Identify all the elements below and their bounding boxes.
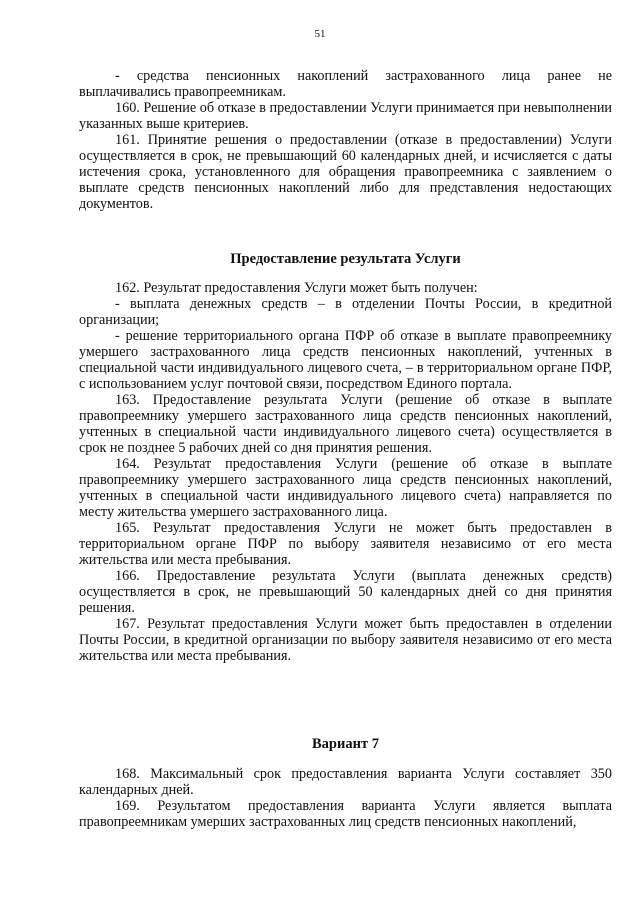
paragraph-169: 169. Результатом предоставления варианта Услуги является выплата правопреемникам умерших застрахованных лиц средств пенсионных накоплений, bbox=[79, 798, 612, 830]
paragraph-163: 163. Предоставление результата Услуги (решение об отказе в выплате правопреемнику умершего застрахованного лица средств пенсионных накоплений, учтенных в специальной части индивидуального лицевого счета) осуществляется в срок не позднее 5 рабочих дней со дня принятия решения. bbox=[79, 392, 612, 456]
top-text-block bbox=[79, 68, 612, 212]
paragraph-168: 168. Максимальный срок предоставления варианта Услуги составляет 350 календарных дней. bbox=[79, 766, 612, 798]
list-item-decision: - решение территориального органа ПФР об отказе в выплате правопреемнику умершего застрахованного лица средств пенсионных накоплений, учтенных в специальной части индивидуального лицевого счета, – в территориальном органе ПФР, с использованием услуг почтовой связи, посредством Единого портала. bbox=[79, 328, 612, 392]
page-number: 51 bbox=[314, 28, 326, 40]
middle-text-block bbox=[79, 280, 612, 664]
paragraph-167: 167. Результат предоставления Услуги может быть предоставлен в отделении Почты России, в кредитной организации по выбору заявителя независимо от его места жительства или места пребывания. bbox=[79, 616, 612, 664]
variant-heading-block bbox=[79, 736, 612, 753]
paragraph-162: 162. Результат предоставления Услуги может быть получен: bbox=[115, 280, 478, 296]
list-item-payment: - выплата денежных средств – в отделении Почты России, в кредитной организации; bbox=[79, 296, 612, 328]
paragraph-161: 161. Принятие решения о предоставлении (отказе в предоставлении) Услуги осуществляется в срок, не превышающий 60 календарных дней, и исчисляется с даты истечения срока, установленного для обращения правопреемника с заявлением о выплате средств пенсионных накоплений либо для представления недостающих документов. bbox=[79, 132, 612, 212]
paragraph-166: 166. Предоставление результата Услуги (выплата денежных средств) осуществляется в срок, не превышающий 50 календарных дней со дня принятия решения. bbox=[79, 568, 612, 616]
paragraph-160: 160. Решение об отказе в предоставлении Услуги принимается при невыполнении указанных выше критериев. bbox=[79, 100, 612, 132]
variant-heading: Вариант 7 bbox=[312, 736, 379, 752]
bottom-text-block bbox=[79, 766, 612, 830]
section-heading-block bbox=[79, 251, 612, 268]
section-heading: Предоставление результата Услуги bbox=[230, 251, 461, 267]
paragraph-165: 165. Результат предоставления Услуги не может быть предоставлен в территориальном органе ПФР по выбору заявителя независимо от его места жительства или места пребывания. bbox=[79, 520, 612, 568]
paragraph: - средства пенсионных накоплений застрахованного лица ранее не выплачивались правопреемникам. bbox=[79, 68, 612, 100]
paragraph-164: 164. Результат предоставления Услуги (решение об отказе в выплате правопреемнику умершего застрахованного лица средств пенсионных накоплений, учтенных в специальной части индивидуального лицевого счета) направляется по месту жительства умершего застрахованного лица. bbox=[79, 456, 612, 520]
